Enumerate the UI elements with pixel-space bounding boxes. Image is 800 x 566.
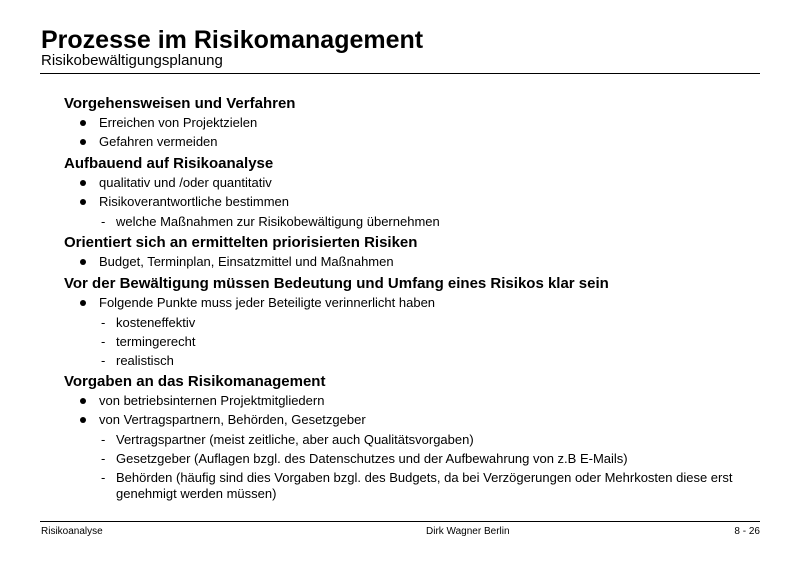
page-number: 8 - 26 <box>734 526 760 537</box>
dash-icon: - <box>101 451 106 466</box>
section-heading: Aufbauend auf Risikoanalyse <box>64 155 274 172</box>
page-title: Prozesse im Risikomanagement <box>41 26 424 54</box>
footer-left: Risikoanalyse <box>41 526 103 537</box>
bullet-dot-icon <box>80 398 86 404</box>
sub-item: - termingerecht <box>101 334 196 349</box>
sub-item: - Vertragspartner (meist zeitliche, aber auch Qualitätsvorgaben) <box>101 432 474 447</box>
bullet-item: Gefahren vermeiden <box>64 133 754 151</box>
section-heading: Orientiert sich an ermittelten priorisierten Risiken <box>64 234 418 251</box>
sub-item: - Behörden (häufig sind dies Vorgaben bzgl. des Budgets, da bei Verzögerungen oder Mehrkosten diese erst genehmigt werden müssen) <box>101 470 733 501</box>
section <box>64 275 754 369</box>
bullet-dot-icon <box>80 199 86 205</box>
bullet-item: qualitativ und /oder quantitativ <box>64 174 754 192</box>
slide-content <box>64 91 754 506</box>
section <box>64 373 754 502</box>
section-heading: Vorgehensweisen und Verfahren <box>64 95 296 112</box>
sub-item: - welche Maßnahmen zur Risikobewältigung übernehmen <box>101 214 440 229</box>
dash-icon: - <box>101 432 106 447</box>
dash-icon: - <box>101 353 106 368</box>
sub-item: - Gesetzgeber (Auflagen bzgl. des Datenschutzes und der Aufbewahrung von z.B E-Mails) <box>101 451 628 466</box>
bullet-item: von betriebsinternen Projektmitgliedern <box>64 392 754 410</box>
dash-icon: - <box>101 214 106 229</box>
sub-item: - realistisch <box>101 353 174 368</box>
bullet-item: Risikoverantwortliche bestimmen <box>64 193 754 211</box>
bullet-item: Folgende Punkte muss jeder Beteiligte verinnerlicht haben <box>64 294 754 312</box>
footer-center: Dirk Wagner Berlin <box>426 526 510 537</box>
section <box>64 95 754 151</box>
bullet-dot-icon <box>80 300 86 306</box>
footer-divider <box>40 521 760 522</box>
bullet-item: Erreichen von Projektzielen <box>64 114 754 132</box>
dash-icon: - <box>101 334 106 349</box>
bullet-dot-icon <box>80 120 86 126</box>
dash-icon: - <box>101 470 106 485</box>
sub-item: - kosteneffektiv <box>101 315 196 330</box>
dash-icon: - <box>101 315 106 330</box>
page-subtitle: Risikobewältigungsplanung <box>41 52 223 69</box>
section-heading: Vor der Bewältigung müssen Bedeutung und Umfang eines Risikos klar sein <box>64 275 609 292</box>
section <box>64 234 754 271</box>
bullet-item: von Vertragspartnern, Behörden, Gesetzgeber <box>64 411 754 429</box>
bullet-dot-icon <box>80 180 86 186</box>
bullet-dot-icon <box>80 139 86 145</box>
section <box>64 155 754 230</box>
bullet-dot-icon <box>80 259 86 265</box>
bullet-dot-icon <box>80 417 86 423</box>
header-divider <box>40 73 760 74</box>
section-heading: Vorgaben an das Risikomanagement <box>64 373 326 390</box>
bullet-item: Budget, Terminplan, Einsatzmittel und Maßnahmen <box>64 253 754 271</box>
